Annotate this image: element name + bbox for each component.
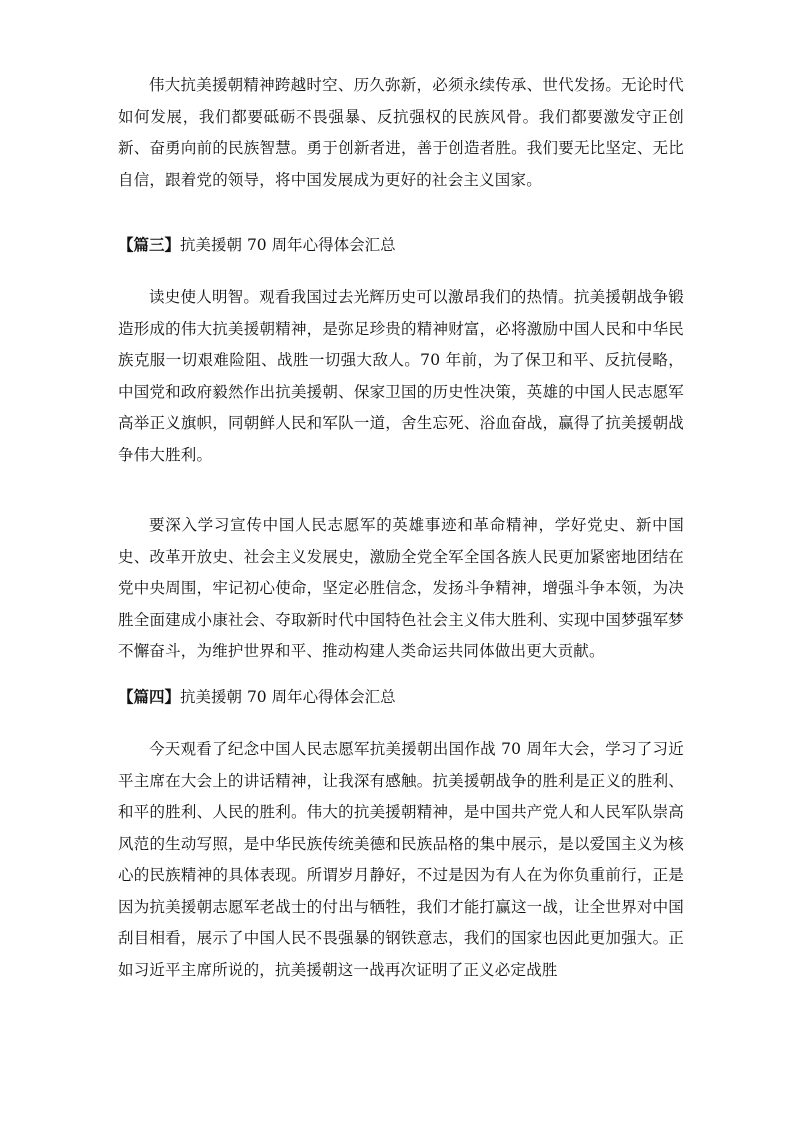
paragraph-2: 读史使人明智。观看我国过去光辉历史可以激昂我们的热情。抗美援朝战争锻造形成的伟大抗美援朝精神，是弥足珍贵的精神财富，必将激励中国人民和中华民族克服一切艰难险阻、战胜一切强大敌人。70 年前，为了保卫和平、反抗侵略，中国党和政府毅然作出抗美援朝、保家卫国的历史性决策，英雄的中国人民志愿军高举正义旗帜，同朝鲜人民和军队一道，舍生忘死、浴血奋战，赢得了抗美援朝战争伟大胜利。 <box>118 288 684 464</box>
section-tag-4: 【篇四】 <box>118 687 181 706</box>
paragraph-4: 今天观看了纪念中国人民志愿军抗美援朝出国作战 70 周年大会，学习了习近平主席在大会上的讲话精神，让我深有感触。抗美援朝战争的胜利是正义的胜利、和平的胜利、人民的胜利。伟大的抗美援朝精神，是中国共产党人和人民军队崇高风范的生动写照，是中华民族传统美德和民族品格的集中展示，是以爱国主义为核心的民族精神的具体表现。所谓岁月静好，不过是因为有人在为你负重前行，正是因为抗美援朝志愿军老战士的付出与牺牲，我们才能打赢这一战，让全世界对中国刮目相看，展示了中国人民不畏强暴的钢铁意志，我们的国家也因此更加强大。正如习近平主席所说的，抗美援朝这一战再次证明了正义必定战胜 <box>118 740 684 979</box>
paragraph-3: 要深入学习宣传中国人民志愿军的英雄事迹和革命精神，学好党史、新中国史、改革开放史、社会主义发展史，激励全党全军全国各族人民更加紧密地团结在党中央周围，牢记初心使命，坚定必胜信念，发扬斗争精神，增强斗争本领，为决胜全面建成小康社会、夺取新时代中国特色社会主义伟大胜利、实现中国梦强军梦不懈奋斗，为维护世界和平、推动构建人类命运共同体做出更大贡献。 <box>118 516 684 660</box>
section-heading-3 <box>118 233 684 257</box>
section-title-3: 抗美援朝 70 周年心得体会汇总 <box>180 236 396 254</box>
section-title-4: 抗美援朝 70 周年心得体会汇总 <box>180 688 396 706</box>
section-heading-4 <box>118 685 684 709</box>
paragraph-1: 伟大抗美援朝精神跨越时空、历久弥新，必须永续传承、世代发扬。无论时代如何发展，我们都要砥砺不畏强暴、反抗强权的民族风骨。我们都要激发守正创新、奋勇向前的民族智慧。勇于创新者进，善于创造者胜。我们要无比坚定、无比自信，跟着党的领导，将中国发展成为更好的社会主义国家。 <box>118 76 684 189</box>
section-tag-3: 【篇三】 <box>118 235 181 254</box>
